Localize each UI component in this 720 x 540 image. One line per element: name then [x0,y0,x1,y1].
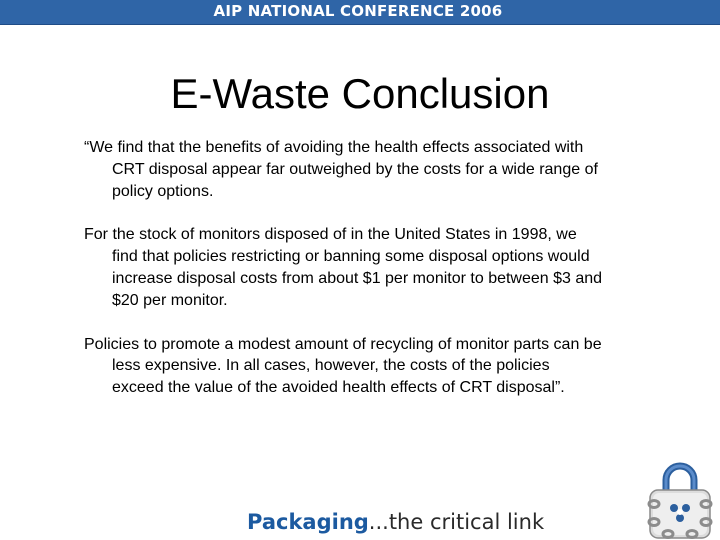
slide-title: E-Waste Conclusion [170,70,550,117]
slide-body [84,137,604,421]
header-banner [0,0,720,25]
quote-paragraph-3: Policies to promote a modest amount of recycling of monitor parts can be less expensive. In all cases, however, the costs of the policies exceed the value of the avoided health effects of CRT disposal”. [84,335,602,397]
quote-paragraph-1: “We find that the benefits of avoiding the health effects associated with CRT disposal appear far outweighed by the costs for a wide range of policy options. [84,139,598,200]
padlock-chain-icon [640,456,720,540]
conference-title: AIP NATIONAL CONFERENCE 2006 [213,2,503,20]
footer-slogan [247,510,544,534]
footer-tagline: ...the critical link [368,510,545,534]
footer-brand: Packaging [247,510,369,534]
quote-paragraph-2: For the stock of monitors disposed of in the United States in 1998, we find that policies restricting or banning some disposal options would increase disposal costs from about $1 per monitor to between $3 and $20 per monitor. [84,226,603,309]
